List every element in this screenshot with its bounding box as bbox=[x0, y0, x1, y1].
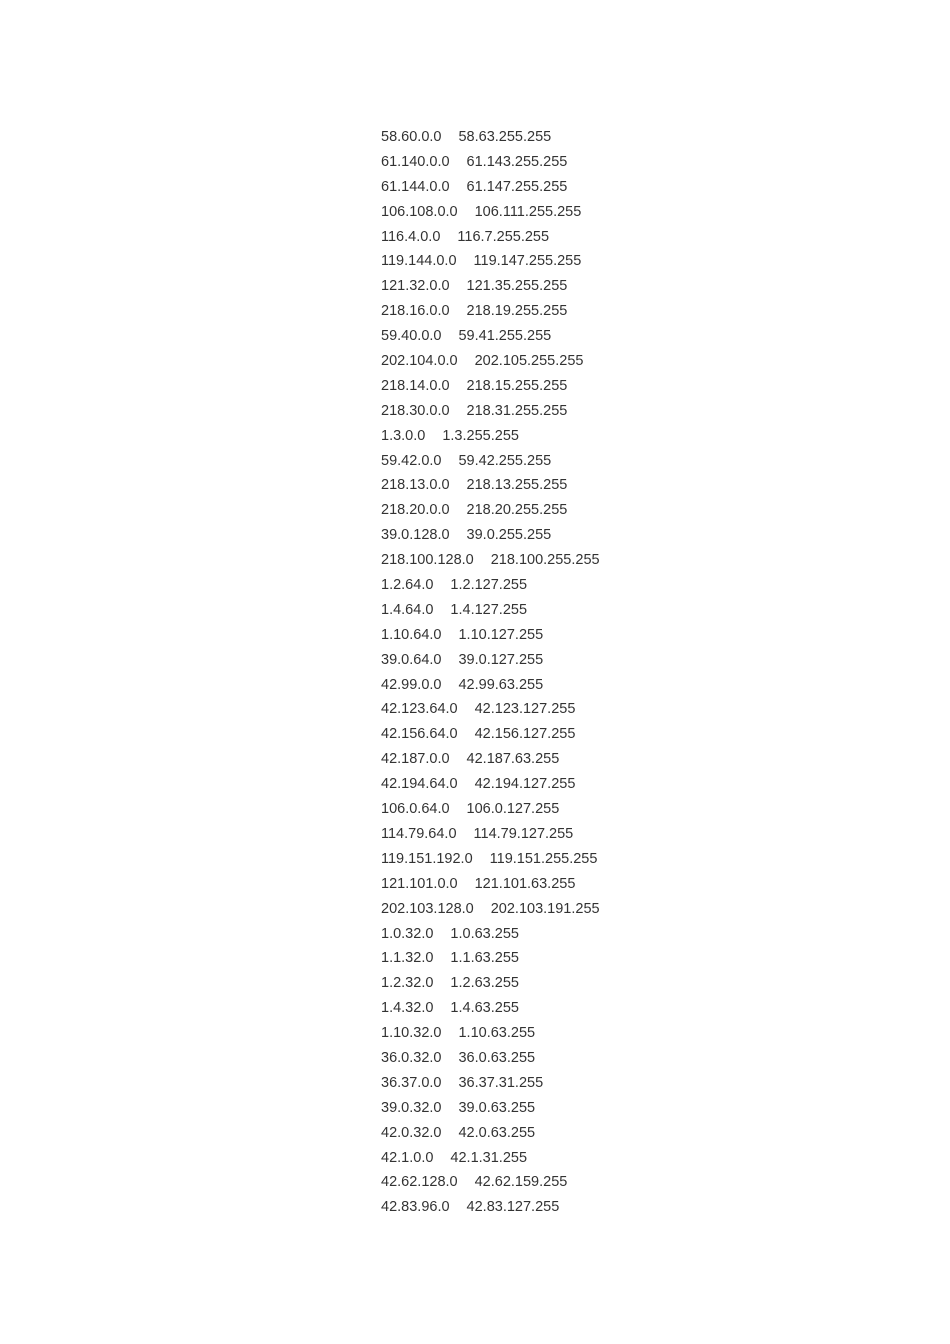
range-start-ip: 119.151.192.0 bbox=[381, 850, 473, 867]
range-end-ip: 39.0.255.255 bbox=[466, 527, 552, 544]
ip-range-row bbox=[381, 598, 600, 623]
range-end-ip: 42.1.31.255 bbox=[450, 1149, 528, 1166]
range-start-ip: 36.0.32.0 bbox=[381, 1049, 442, 1066]
ip-range-row bbox=[381, 623, 600, 648]
ip-range-row bbox=[381, 1046, 600, 1071]
range-end-ip: 42.62.159.255 bbox=[474, 1174, 568, 1191]
range-end-ip: 1.4.127.255 bbox=[450, 601, 528, 618]
ip-range-row bbox=[381, 573, 600, 598]
range-start-ip: 121.101.0.0 bbox=[381, 875, 458, 892]
range-end-ip: 218.15.255.255 bbox=[466, 377, 568, 394]
range-start-ip: 202.103.128.0 bbox=[381, 900, 474, 917]
range-end-ip: 1.2.127.255 bbox=[450, 577, 528, 594]
ip-range-row bbox=[381, 1096, 600, 1121]
ip-range-row bbox=[381, 747, 600, 772]
range-start-ip: 119.144.0.0 bbox=[381, 253, 457, 270]
range-start-ip: 1.4.32.0 bbox=[381, 1000, 434, 1017]
range-start-ip: 1.10.64.0 bbox=[381, 626, 442, 643]
range-start-ip: 42.0.32.0 bbox=[381, 1124, 442, 1141]
range-start-ip: 61.144.0.0 bbox=[381, 178, 450, 195]
ip-range-row bbox=[381, 946, 600, 971]
range-end-ip: 1.10.127.255 bbox=[458, 626, 544, 643]
range-start-ip: 114.79.64.0 bbox=[381, 825, 457, 842]
range-start-ip: 1.0.32.0 bbox=[381, 925, 434, 942]
range-start-ip: 39.0.64.0 bbox=[381, 651, 442, 668]
range-end-ip: 42.156.127.255 bbox=[474, 726, 576, 743]
range-start-ip: 61.140.0.0 bbox=[381, 153, 450, 170]
range-start-ip: 58.60.0.0 bbox=[381, 129, 442, 145]
range-end-ip: 1.0.63.255 bbox=[450, 925, 519, 942]
range-end-ip: 39.0.127.255 bbox=[458, 651, 544, 668]
ip-range-row bbox=[381, 1170, 600, 1195]
range-start-ip: 116.4.0.0 bbox=[381, 228, 441, 245]
range-start-ip: 1.2.64.0 bbox=[381, 577, 434, 594]
ip-range-row bbox=[381, 374, 600, 399]
range-start-ip: 121.32.0.0 bbox=[381, 278, 450, 295]
range-end-ip: 106.0.127.255 bbox=[466, 801, 560, 818]
range-end-ip: 1.1.63.255 bbox=[450, 950, 519, 967]
range-start-ip: 202.104.0.0 bbox=[381, 353, 458, 370]
ip-range-row bbox=[381, 872, 600, 897]
range-end-ip: 42.0.63.255 bbox=[458, 1124, 536, 1141]
range-start-ip: 42.194.64.0 bbox=[381, 776, 458, 793]
ip-range-row bbox=[381, 822, 600, 847]
ip-range-row bbox=[381, 449, 600, 474]
ip-range-row bbox=[381, 249, 600, 274]
range-start-ip: 218.100.128.0 bbox=[381, 552, 474, 569]
range-start-ip: 42.62.128.0 bbox=[381, 1174, 458, 1191]
ip-range-row bbox=[381, 200, 600, 225]
ip-range-row bbox=[381, 971, 600, 996]
range-start-ip: 39.0.128.0 bbox=[381, 527, 450, 544]
ip-range-row bbox=[381, 1021, 600, 1046]
range-end-ip: 42.83.127.255 bbox=[466, 1199, 560, 1216]
ip-range-row bbox=[381, 1071, 600, 1096]
range-start-ip: 42.99.0.0 bbox=[381, 676, 442, 693]
range-end-ip: 42.187.63.255 bbox=[466, 751, 560, 768]
range-end-ip: 218.31.255.255 bbox=[466, 402, 568, 419]
ip-range-row bbox=[381, 399, 600, 424]
range-start-ip: 218.30.0.0 bbox=[381, 402, 450, 419]
range-end-ip: 42.194.127.255 bbox=[474, 776, 576, 793]
ip-range-row bbox=[381, 349, 600, 374]
ip-range-row bbox=[381, 473, 600, 498]
range-end-ip: 58.63.255.255 bbox=[458, 129, 552, 145]
ip-range-row bbox=[381, 125, 600, 150]
range-end-ip: 61.143.255.255 bbox=[466, 153, 568, 170]
range-start-ip: 218.14.0.0 bbox=[381, 377, 450, 394]
range-start-ip: 106.0.64.0 bbox=[381, 801, 450, 818]
range-start-ip: 42.156.64.0 bbox=[381, 726, 458, 743]
range-start-ip: 59.42.0.0 bbox=[381, 452, 442, 469]
range-end-ip: 39.0.63.255 bbox=[458, 1099, 536, 1116]
range-start-ip: 1.3.0.0 bbox=[381, 427, 426, 444]
range-start-ip: 1.10.32.0 bbox=[381, 1025, 442, 1042]
ip-range-row bbox=[381, 1146, 600, 1171]
range-end-ip: 36.37.31.255 bbox=[458, 1074, 544, 1091]
range-start-ip: 59.40.0.0 bbox=[381, 328, 442, 345]
range-start-ip: 106.108.0.0 bbox=[381, 203, 458, 220]
range-end-ip: 116.7.255.255 bbox=[457, 228, 550, 245]
ip-range-row bbox=[381, 324, 600, 349]
range-end-ip: 119.151.255.255 bbox=[489, 850, 598, 867]
range-start-ip: 36.37.0.0 bbox=[381, 1074, 442, 1091]
ip-range-row bbox=[381, 697, 600, 722]
ip-range-row bbox=[381, 897, 600, 922]
range-end-ip: 121.101.63.255 bbox=[474, 875, 576, 892]
range-end-ip: 218.20.255.255 bbox=[466, 502, 568, 519]
range-end-ip: 218.100.255.255 bbox=[490, 552, 600, 569]
range-start-ip: 218.13.0.0 bbox=[381, 477, 450, 494]
range-start-ip: 42.187.0.0 bbox=[381, 751, 450, 768]
range-end-ip: 36.0.63.255 bbox=[458, 1049, 536, 1066]
range-end-ip: 218.13.255.255 bbox=[466, 477, 568, 494]
ip-range-row bbox=[381, 424, 600, 449]
ip-range-row bbox=[381, 523, 600, 548]
range-start-ip: 39.0.32.0 bbox=[381, 1099, 442, 1116]
range-end-ip: 59.42.255.255 bbox=[458, 452, 552, 469]
range-end-ip: 202.103.191.255 bbox=[490, 900, 600, 917]
ip-range-row bbox=[381, 922, 600, 947]
ip-range-row bbox=[381, 1121, 600, 1146]
range-end-ip: 1.3.255.255 bbox=[442, 427, 519, 444]
range-start-ip: 42.1.0.0 bbox=[381, 1149, 434, 1166]
ip-range-row bbox=[381, 175, 600, 200]
range-end-ip: 218.19.255.255 bbox=[466, 303, 568, 320]
ip-range-row bbox=[381, 274, 600, 299]
ip-range-row bbox=[381, 772, 600, 797]
range-end-ip: 1.4.63.255 bbox=[450, 1000, 519, 1017]
ip-range-list bbox=[381, 125, 600, 1220]
ip-range-row bbox=[381, 1195, 600, 1220]
range-start-ip: 218.16.0.0 bbox=[381, 303, 450, 320]
range-end-ip: 61.147.255.255 bbox=[466, 178, 568, 195]
ip-range-row bbox=[381, 648, 600, 673]
range-end-ip: 1.2.63.255 bbox=[450, 975, 519, 992]
range-end-ip: 59.41.255.255 bbox=[458, 328, 552, 345]
range-end-ip: 106.111.255.255 bbox=[474, 203, 582, 220]
ip-range-row bbox=[381, 847, 600, 872]
ip-range-row bbox=[381, 797, 600, 822]
ip-range-row bbox=[381, 673, 600, 698]
range-end-ip: 121.35.255.255 bbox=[466, 278, 568, 295]
ip-range-row bbox=[381, 722, 600, 747]
range-end-ip: 1.10.63.255 bbox=[458, 1025, 536, 1042]
ip-range-row bbox=[381, 548, 600, 573]
range-start-ip: 42.123.64.0 bbox=[381, 701, 458, 718]
ip-range-row bbox=[381, 498, 600, 523]
range-end-ip: 114.79.127.255 bbox=[473, 825, 574, 842]
range-start-ip: 1.2.32.0 bbox=[381, 975, 434, 992]
range-start-ip: 1.1.32.0 bbox=[381, 950, 434, 967]
ip-range-row bbox=[381, 299, 600, 324]
range-start-ip: 1.4.64.0 bbox=[381, 601, 434, 618]
ip-range-row bbox=[381, 150, 600, 175]
range-end-ip: 202.105.255.255 bbox=[474, 353, 584, 370]
ip-range-row bbox=[381, 225, 600, 250]
range-start-ip: 218.20.0.0 bbox=[381, 502, 450, 519]
range-end-ip: 42.123.127.255 bbox=[474, 701, 576, 718]
ip-range-row bbox=[381, 996, 600, 1021]
range-end-ip: 119.147.255.255 bbox=[473, 253, 582, 270]
range-end-ip: 42.99.63.255 bbox=[458, 676, 544, 693]
range-start-ip: 42.83.96.0 bbox=[381, 1199, 450, 1216]
